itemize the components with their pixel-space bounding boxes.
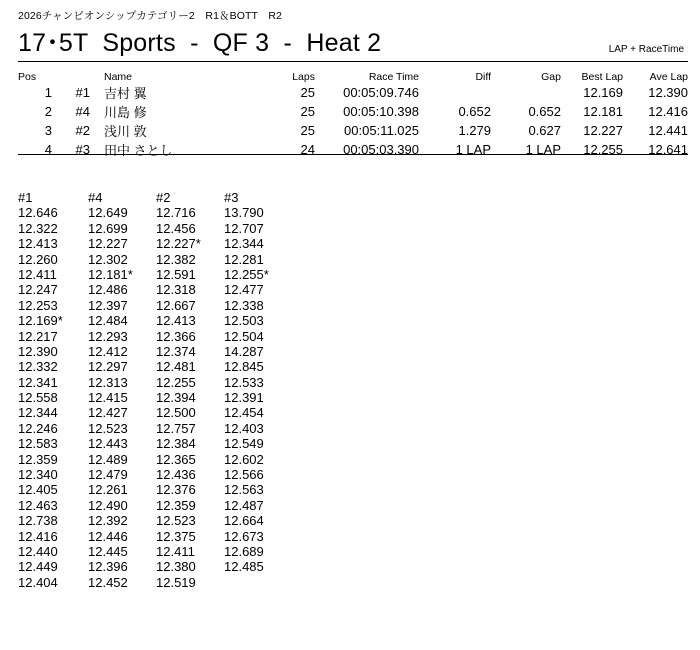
column-header-best-lap: Best Lap <box>581 70 623 83</box>
column-header-diff: Diff <box>475 70 491 83</box>
lap-time: 12.411 <box>156 543 195 559</box>
lap-time: 13.790 <box>224 205 264 221</box>
lap-time: 12.394 <box>156 390 196 406</box>
lap-time: 12.602 <box>224 451 264 467</box>
lap-time: 12.454 <box>224 405 264 421</box>
lap-time: 12.716 <box>156 205 196 221</box>
result-laps: 25 <box>300 85 315 100</box>
lap-time: 12.391 <box>224 390 264 406</box>
column-header-spacer <box>52 70 90 83</box>
lap-time: 12.449 <box>18 559 58 575</box>
lap-time: 12.486 <box>88 282 128 298</box>
result-best-lap: 12.255 <box>583 142 623 157</box>
lap-time: 12.302 <box>88 251 128 267</box>
lap-column-header: #1 <box>18 190 33 205</box>
result-diff <box>419 83 491 102</box>
lap-time: 12.477 <box>224 282 264 298</box>
lap-time: 12.340 <box>18 467 58 483</box>
lap-time: 12.481 <box>156 359 196 375</box>
lap-time: 12.484 <box>88 313 128 329</box>
lap-column <box>18 190 86 590</box>
result-ave-lap: 12.641 <box>648 142 688 157</box>
lap-time: 12.646 <box>18 205 58 221</box>
lap-time: 12.404 <box>18 574 58 590</box>
lap-time: 12.463 <box>18 497 58 513</box>
result-pos: 1 <box>44 85 52 100</box>
lap-time: 12.566 <box>224 467 264 483</box>
lap-time: 12.503 <box>224 313 264 329</box>
result-best-lap: 12.169 <box>583 85 623 100</box>
lap-time: 12.217 <box>18 328 58 344</box>
lap-time: 12.707 <box>224 220 264 236</box>
result-race-time: 00:05:11.025 <box>344 123 419 138</box>
lap-time: 12.392 <box>88 513 128 529</box>
lap-time: 12.673 <box>224 528 264 544</box>
lap-time: 12.247 <box>18 282 58 298</box>
lap-time: 12.415 <box>88 390 128 406</box>
result-car-number: #2 <box>75 123 90 138</box>
lap-time: 12.260 <box>18 251 58 267</box>
lap-time: 12.667 <box>156 297 196 313</box>
result-laps: 24 <box>300 142 315 157</box>
results-divider <box>18 154 688 155</box>
lap-time: 12.845 <box>224 359 264 375</box>
result-pos: 3 <box>44 123 52 138</box>
lap-time: 12.649 <box>88 205 128 221</box>
result-best-lap: 12.181 <box>583 104 623 119</box>
result-ave-lap: 12.441 <box>648 123 688 138</box>
lap-time: 12.699 <box>88 220 128 236</box>
lap-time: 12.583 <box>18 436 58 452</box>
lap-time: 12.380 <box>156 559 196 575</box>
lap-time: 12.344 <box>18 405 58 421</box>
lap-time: 12.443 <box>88 436 128 452</box>
column-header-pos: Pos <box>18 70 37 83</box>
lap-time: 12.436 <box>156 467 196 483</box>
lap-time: 12.181* <box>88 266 133 282</box>
result-diff: 1 LAP <box>455 142 491 157</box>
results-header-row <box>18 70 688 83</box>
result-pos: 4 <box>44 142 52 157</box>
lap-time: 12.445 <box>88 543 128 559</box>
lap-column <box>156 190 224 590</box>
result-driver-name: 田中 さとし <box>104 143 173 158</box>
lap-time: 12.757 <box>156 420 196 436</box>
result-gap: 0.627 <box>528 123 561 138</box>
lap-time: 12.456 <box>156 220 196 236</box>
lap-time: 12.359 <box>156 497 196 513</box>
column-header-gap: Gap <box>541 70 561 83</box>
lap-column-header: #2 <box>156 190 171 205</box>
results-row <box>18 102 688 121</box>
lap-time: 12.533 <box>224 374 264 390</box>
lap-time: 12.375 <box>156 528 196 544</box>
column-header-ave-lap: Ave Lap <box>649 70 688 83</box>
result-laps: 25 <box>300 123 315 138</box>
lap-time: 12.452 <box>88 574 128 590</box>
lap-time: 12.338 <box>224 297 264 313</box>
lap-time: 12.253 <box>18 297 58 313</box>
lap-time: 12.374 <box>156 343 196 359</box>
result-gap: 1 LAP <box>525 142 561 157</box>
lap-time: 12.416 <box>18 528 58 544</box>
result-gap <box>491 83 561 102</box>
result-diff: 0.652 <box>458 104 491 119</box>
report-mode-label: LAP + RaceTime <box>608 44 684 55</box>
lap-time: 12.376 <box>156 482 196 498</box>
lap-time: 12.255* <box>224 266 269 282</box>
lap-time: 12.281 <box>224 251 264 267</box>
lap-time: 12.549 <box>224 436 264 452</box>
result-race-time: 00:05:09.746 <box>343 85 419 100</box>
lap-time: 12.523 <box>156 513 196 529</box>
lap-time: 12.446 <box>88 528 128 544</box>
header-divider <box>18 61 688 62</box>
lap-time: 12.318 <box>156 282 196 298</box>
race-title: 17･5T Sports - QF 3 - Heat 2 <box>18 29 382 57</box>
lap-time: 12.490 <box>88 497 128 513</box>
lap-time: 12.427 <box>88 405 128 421</box>
lap-time: 12.519 <box>156 574 196 590</box>
lap-time: 12.359 <box>18 451 58 467</box>
column-header-laps: Laps <box>292 70 315 83</box>
lap-time: 12.403 <box>224 420 264 436</box>
result-car-number: #4 <box>75 104 90 119</box>
lap-time: 12.504 <box>224 328 264 344</box>
column-header-race-time: Race Time <box>368 70 419 83</box>
lap-time: 12.293 <box>88 328 128 344</box>
results-row <box>18 121 688 140</box>
lap-time: 12.366 <box>156 328 196 344</box>
lap-time: 12.489 <box>88 451 128 467</box>
column-header-name: Name <box>104 70 133 83</box>
results-row <box>18 83 688 102</box>
lap-time: 14.287 <box>224 343 264 359</box>
lap-time: 12.255 <box>156 374 196 390</box>
lap-column-header: #4 <box>88 190 103 205</box>
lap-time: 12.413 <box>156 313 196 329</box>
results-row <box>18 140 688 159</box>
lap-time: 12.246 <box>18 420 58 436</box>
result-ave-lap: 12.416 <box>648 104 688 119</box>
lap-time: 12.664 <box>224 513 264 529</box>
lap-time: 12.405 <box>18 482 58 498</box>
lap-time: 12.738 <box>18 513 58 529</box>
result-driver-name: 川島 修 <box>104 105 147 120</box>
lap-time: 12.344 <box>224 236 264 252</box>
lap-column <box>224 190 292 575</box>
result-car-number: #3 <box>75 142 90 157</box>
lap-time: 12.332 <box>18 359 58 375</box>
lap-time: 12.500 <box>156 405 196 421</box>
result-best-lap: 12.227 <box>583 123 623 138</box>
result-ave-lap: 12.390 <box>648 85 688 100</box>
lap-time: 12.313 <box>88 374 128 390</box>
lap-time: 12.411 <box>18 266 57 282</box>
lap-column <box>88 190 156 590</box>
lap-column-header: #3 <box>224 190 239 205</box>
lap-time: 12.591 <box>156 266 196 282</box>
result-gap: 0.652 <box>528 104 561 119</box>
title-row <box>18 23 688 57</box>
lap-time: 12.227 <box>88 236 128 252</box>
lap-time: 12.523 <box>88 420 128 436</box>
lap-time: 12.479 <box>88 467 128 483</box>
lap-time: 12.297 <box>88 359 128 375</box>
lap-time: 12.413 <box>18 236 58 252</box>
lap-time: 12.412 <box>88 343 128 359</box>
lap-time: 12.227* <box>156 236 201 252</box>
event-subtitle: 2026チャンピオンシップカテゴリー2 R1＆BOTT R2 <box>18 10 283 22</box>
result-driver-name: 吉村 翼 <box>104 86 147 101</box>
report-header <box>18 8 688 57</box>
lap-time: 12.322 <box>18 220 58 236</box>
result-car-number: #1 <box>75 85 90 100</box>
lap-time: 12.558 <box>18 390 58 406</box>
result-diff: 1.279 <box>458 123 491 138</box>
lap-time: 12.487 <box>224 497 264 513</box>
results-table <box>18 70 688 159</box>
lap-time: 12.396 <box>88 559 128 575</box>
lap-time: 12.365 <box>156 451 196 467</box>
lap-time: 12.397 <box>88 297 128 313</box>
lap-time: 12.384 <box>156 436 196 452</box>
lap-time: 12.382 <box>156 251 196 267</box>
lap-time: 12.341 <box>18 374 58 390</box>
result-race-time: 00:05:10.398 <box>343 104 419 119</box>
lap-time: 12.261 <box>88 482 128 498</box>
result-pos: 2 <box>44 104 52 119</box>
lap-time: 12.169* <box>18 313 63 329</box>
lap-time: 12.390 <box>18 343 58 359</box>
lap-time: 12.689 <box>224 543 264 559</box>
result-driver-name: 浅川 敦 <box>104 124 147 139</box>
result-laps: 25 <box>300 104 315 119</box>
result-race-time: 00:05:03.390 <box>343 142 419 157</box>
lap-time: 12.440 <box>18 543 58 559</box>
lap-time: 12.563 <box>224 482 264 498</box>
lap-time: 12.485 <box>224 559 264 575</box>
